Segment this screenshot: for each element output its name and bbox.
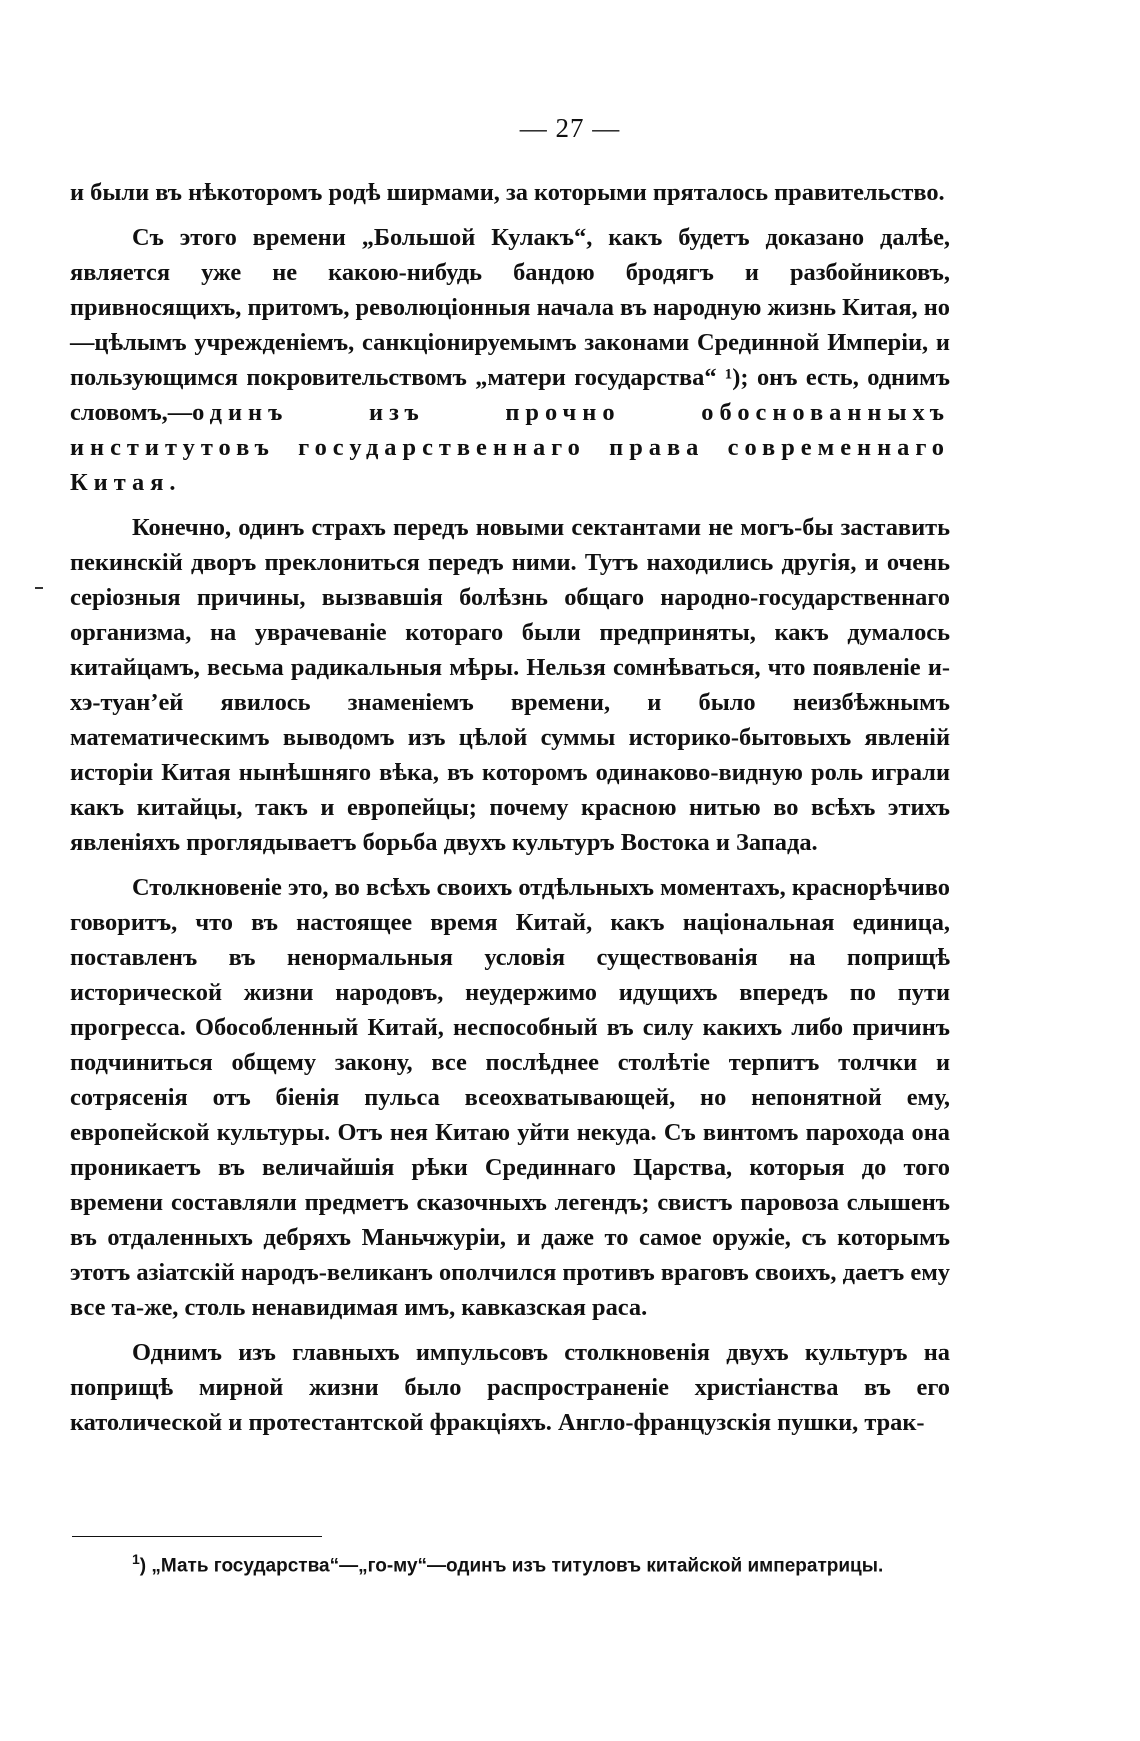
paragraph-3: Конечно, одинъ страхъ передъ новыми сектантами не могъ-бы заставить пекинскій дворъ преклониться передъ ними. Тутъ находились другія, и очень серіозныя причины, вызвавшія болѣзнь общаго народно-государственнаго организма, на уврачеваніе котораго были предприняты, какъ думалось китайцамъ, весьма радикальныя мѣры. Нельзя сомнѣваться, что появленіе и-хэ-туан’ей явилось знаменіемъ времени, и было неизбѣжнымъ математическимъ выводомъ изъ цѣлой суммы историко-бытовыхъ явленій исторіи Китая нынѣшняго вѣка, въ которомъ одинаково-видную роль играли какъ китайцы, такъ и европейцы; почему красною нитью во всѣхъ этихъ явленіяхъ проглядываетъ борьба двухъ культуръ Востока и Запада. xyxy=(70,514,950,856)
footnote xyxy=(132,1545,952,1580)
margin-mark xyxy=(35,587,43,589)
page-number: — 27 — xyxy=(519,113,621,143)
paragraph-4: Столкновеніе это, во всѣхъ своихъ отдѣльныхъ моментахъ, краснорѣчиво говоритъ, что въ настоящее время Китай, какъ національная единица, поставленъ въ ненормальныя условія существованія на поприщѣ исторической жизни народовъ, неудержимо идущихъ впередъ по пути прогресса. Обособленный Китай, неспособный въ силу какихъ либо причинъ подчиниться общему закону, все послѣднее столѣтіе терпитъ толчки и сотрясенія отъ біенія пульса всеохватывающей, но непонятной ему, европейской культуры. Отъ нея Китаю уйти некуда. Съ винтомъ парохода она проникаетъ въ величайшія рѣки Срединнаго Царства, которыя до того времени составляли предметъ сказочныхъ легендъ; свистъ паровоза слышенъ въ отдаленныхъ дебряхъ Маньчжуріи, и даже то самое оружіе, съ которымъ этотъ азіатскій народъ-великанъ ополчился противъ враговъ своихъ, даетъ ему все та-же, столь ненавидимая имъ, кавказская раса. xyxy=(70,874,950,1321)
footnote-mark: 1 xyxy=(132,1551,140,1567)
paragraph-2 xyxy=(70,220,950,500)
footnote-divider xyxy=(72,1536,322,1537)
paragraph-1: и были въ нѣкоторомъ родѣ ширмами, за которыми пряталось правительство. xyxy=(70,179,945,206)
main-text xyxy=(70,175,950,1450)
paragraph-2-text: Съ этого времени „Большой Кулакъ“, какъ будетъ доказано далѣе, является уже не какою-нибудь бандою бродягъ и разбойниковъ, привносящихъ, притомъ, революціонныя начала въ народную жизнь Китая, но —цѣлымъ учрежденіемъ, санкціонируемымъ законами Срединной Имперіи, и пользующимся покровительствомъ „матери государства“ ¹); онъ есть, однимъ словомъ,— xyxy=(70,224,950,426)
paragraph-2-spaced-text: одинъ изъ прочно обоснованныхъ институтовъ государственнаго права современнаго Китая. xyxy=(70,399,950,496)
paragraph-5: Однимъ изъ главныхъ импульсовъ столкновенія двухъ культуръ на поприщѣ мирной жизни было распространеніе христіанства въ его католической и протестантской фракціяхъ. Англо-французскія пушки, трак- xyxy=(70,1339,950,1436)
footnote-text: ) „Мать государства“—„го-му“—одинъ изъ титуловъ китайской императрицы. xyxy=(139,1555,884,1577)
